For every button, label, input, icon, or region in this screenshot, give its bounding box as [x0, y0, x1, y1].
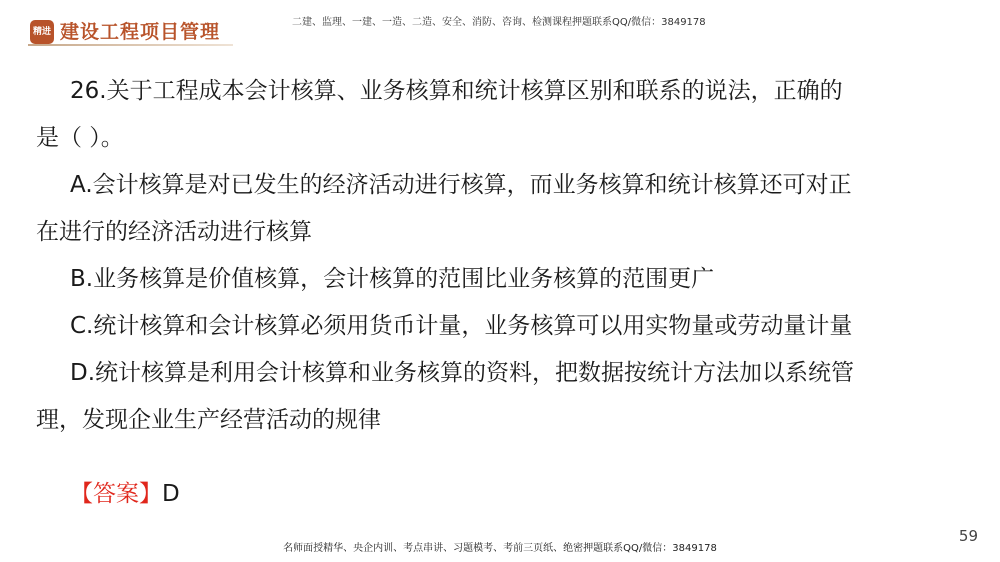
footer-text: 名师面授精华、央企内训、考点串讲、习题模考、考前三页纸、绝密押题联系QQ/微信：3849178 — [283, 543, 717, 554]
question-stem-line2: 是（ ）。 — [36, 125, 124, 151]
option-c: C.统计核算和会计核算必须用货币计量，业务核算可以用实物量或劳动量计量 — [70, 313, 853, 339]
option-a-line1: A.会计核算是对已发生的经济活动进行核算，而业务核算和统计核算还可对正 — [70, 172, 852, 198]
page-number: 59 — [958, 527, 978, 545]
answer-label: 【答案】 — [70, 481, 162, 507]
question-block — [36, 68, 966, 444]
option-d-line2: 理，发现企业生产经营活动的规律 — [36, 407, 381, 433]
answer-line — [70, 474, 180, 514]
option-b: B.业务核算是价值核算，会计核算的范围比业务核算的范围更广 — [70, 266, 715, 292]
option-d-line1: D.统计核算是利用会计核算和业务核算的资料，把数据按统计方法加以系统管 — [70, 360, 855, 386]
brand-title: 建设工程项目管理 — [60, 21, 221, 43]
question-stem-line1: 26.关于工程成本会计核算、业务核算和统计核算区别和联系的说法，正确的 — [70, 78, 843, 104]
logo-badge: 精进 — [30, 20, 54, 44]
brand-underline — [28, 44, 233, 46]
answer-value: D — [162, 481, 180, 507]
top-banner: 二建、监理、一建、一造、二造、安全、消防、咨询、检测课程押题联系QQ/微信：3849178 — [292, 17, 706, 28]
option-a-line2: 在进行的经济活动进行核算 — [36, 219, 312, 245]
